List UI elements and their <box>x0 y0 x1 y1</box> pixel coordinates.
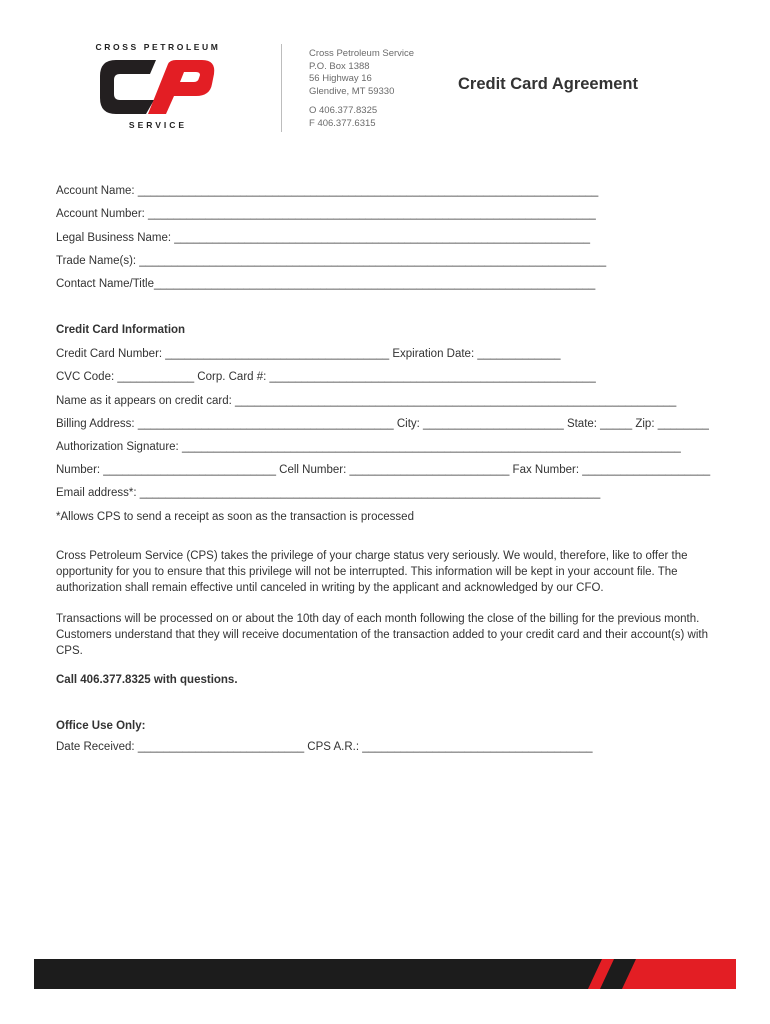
address-line: 56 Highway 16 <box>309 73 372 84</box>
card-number-field[interactable]: Credit Card Number: ___________________________________ Expiration Date: _____________ <box>56 348 561 360</box>
logo-top-text: CROSS PETROLEUM <box>95 42 221 52</box>
trade-names-field[interactable]: Trade Name(s): _________________________________________________________________________ <box>56 255 607 267</box>
legal-business-name-field[interactable]: Legal Business Name: _________________________________________________________________ <box>56 232 590 244</box>
transactions-paragraph: Transactions will be processed on or about the 10th day of each month following the close of the billing for the previous month. Customers understand that they will receive documentation of the transaction added to your credit card and their account(s) with CPS. <box>56 613 709 657</box>
footer-bar <box>34 959 736 989</box>
billing-address-field[interactable]: Billing Address: ________________________________________ City: ______________________ State: _____ Zip: ________ <box>56 418 709 430</box>
fax-number: F 406.377.6315 <box>309 118 376 129</box>
header-divider <box>281 44 282 132</box>
company-phones <box>309 104 377 130</box>
office-phone: O 406.377.8325 <box>309 105 378 116</box>
company-logo <box>88 42 228 134</box>
cvc-corp-card-field[interactable]: CVC Code: ____________ Corp. Card #: ___________________________________________________ <box>56 371 596 383</box>
contact-name-title-field[interactable]: Contact Name/Title_____________________________________________________________________ <box>56 278 596 290</box>
logo-bottom-text: SERVICE <box>128 120 188 130</box>
account-name-field[interactable]: Account Name: ________________________________________________________________________ <box>56 185 599 197</box>
email-field[interactable]: Email address*: ________________________________________________________________________ <box>56 487 601 499</box>
address-line: Glendive, MT 59330 <box>309 85 395 97</box>
address-line: P.O. Box 1388 <box>309 60 370 72</box>
cp-logo-mark-icon <box>98 58 218 116</box>
address-line: Cross Petroleum Service <box>309 48 415 59</box>
document-title: Credit Card Agreement <box>458 75 639 93</box>
credit-card-heading: Credit Card Information <box>56 324 186 336</box>
account-number-field[interactable]: Account Number: ______________________________________________________________________ <box>56 208 596 220</box>
call-line: Call 406.377.8325 with questions. <box>56 674 238 686</box>
name-on-card-field[interactable]: Name as it appears on credit card: _____________________________________________________________________ <box>56 395 677 407</box>
email-note: *Allows CPS to send a receipt as soon as the transaction is processed <box>56 511 414 523</box>
privilege-paragraph: Cross Petroleum Service (CPS) takes the privilege of your charge status very seriously. We would, therefore, like to offer the opportunity for you to ensure that this privilege will not be interrupted. This information will be kept in your account file. The authorization shall remain effective until canceled in writing by the applicant and acknowledged by our CFO. <box>56 550 688 594</box>
authorization-signature-field[interactable]: Authorization Signature: ______________________________________________________________________________ <box>56 441 681 453</box>
company-address <box>309 48 414 98</box>
phone-numbers-field[interactable]: Number: ___________________________ Cell Number: _________________________ Fax Number: ____________________ <box>56 464 711 476</box>
office-use-heading: Office Use Only: <box>56 720 146 732</box>
office-use-fields[interactable]: Date Received: __________________________ CPS A.R.: ____________________________________ <box>56 741 593 753</box>
footer-accent-stripes-icon <box>576 959 736 989</box>
